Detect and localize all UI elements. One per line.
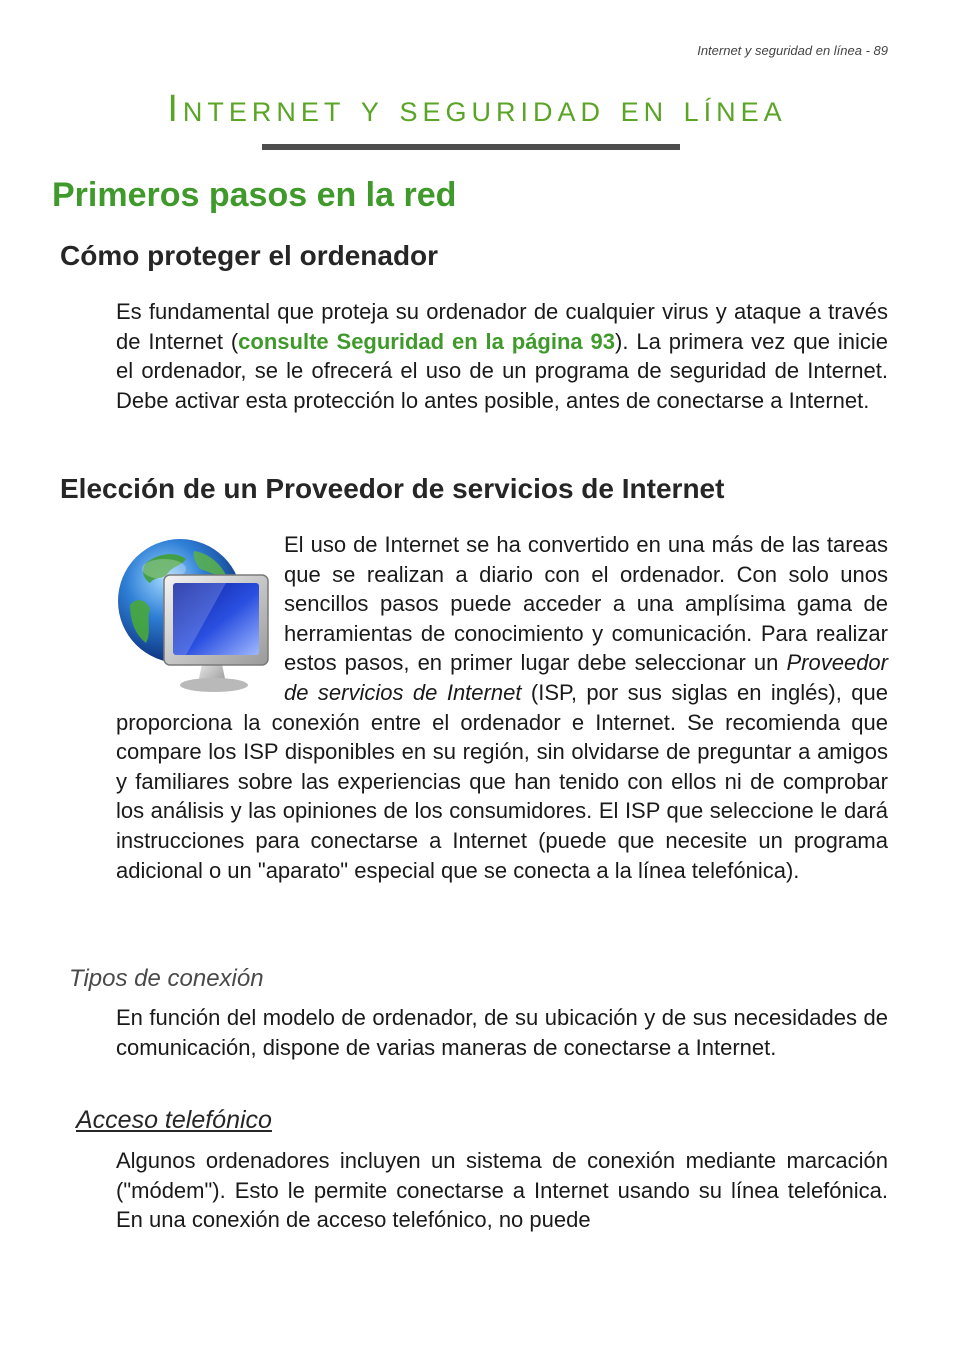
paragraph-connection-types: En función del modelo de ordenador, de su ubicación y de sus necesidades de comunicación, dispone de varias maneras de conectarse a Internet. xyxy=(116,1005,888,1060)
paragraph-text: (ISP, por sus siglas en inglés), que proporciona la conexión entre el ordenador e Internet. Se recomienda que compare los ISP disponibles en su región, sin olvidarse de preguntar a amigos y familiares sobre las experiencias que han tenido con ellos ni de comprobar los análisis y las opiniones de los consumidores. El ISP que seleccione le dará instrucciones para conectarse a Internet (puede que necesite un programa adicional o un "aparato" especial que se conecta a la línea telefónica). xyxy=(116,679,888,883)
paragraph-text: ). La primera vez que inicie el ordenador, se le ofrecerá el uso de un programa de seguridad de Internet. Debe activar esta protección lo antes posible, antes de conectarse a Internet. xyxy=(116,328,888,413)
subsection-title-isp: Elección de un Proveedor de servicios de Internet xyxy=(60,473,725,504)
paragraph-text: Es fundamental que proteja su ordenador de cualquier virus y ataque a través de Internet ( xyxy=(116,299,888,354)
chapter-divider xyxy=(262,144,680,150)
globe-monitor-icon xyxy=(116,535,272,695)
subheading-connection-types: Tipos de conexión xyxy=(69,965,264,992)
chapter-title: Internet y seguridad en línea xyxy=(167,88,787,130)
running-header: Internet y seguridad en línea - 89 xyxy=(697,43,888,58)
security-page-link[interactable]: consulte Seguridad en la página 93 xyxy=(238,328,616,354)
paragraph-isp xyxy=(116,530,888,885)
section-title: Primeros pasos en la red xyxy=(52,176,457,214)
paragraph-text: El uso de Internet se ha convertido en una más de las tareas que se realizan a diario con el ordenador. Con solo unos sencillos pasos puede acceder a una amplísima gama de herramientas de conocimiento y comunicación. Para realizar estos pasos, en primer lugar debe seleccionar un xyxy=(284,532,888,676)
subheading-dialup: Acceso telefónico xyxy=(76,1106,272,1134)
isp-term: Proveedor de servicios de Internet xyxy=(284,650,888,705)
paragraph-dialup: Algunos ordenadores incluyen un sistema de conexión mediante marcación ("módem"). Esto le permite conectarse a Internet usando su línea telefónica. En una conexión de acceso telefónico, no puede xyxy=(116,1148,888,1233)
paragraph-protect xyxy=(116,297,888,415)
subsection-title-protect: Cómo proteger el ordenador xyxy=(60,240,439,271)
